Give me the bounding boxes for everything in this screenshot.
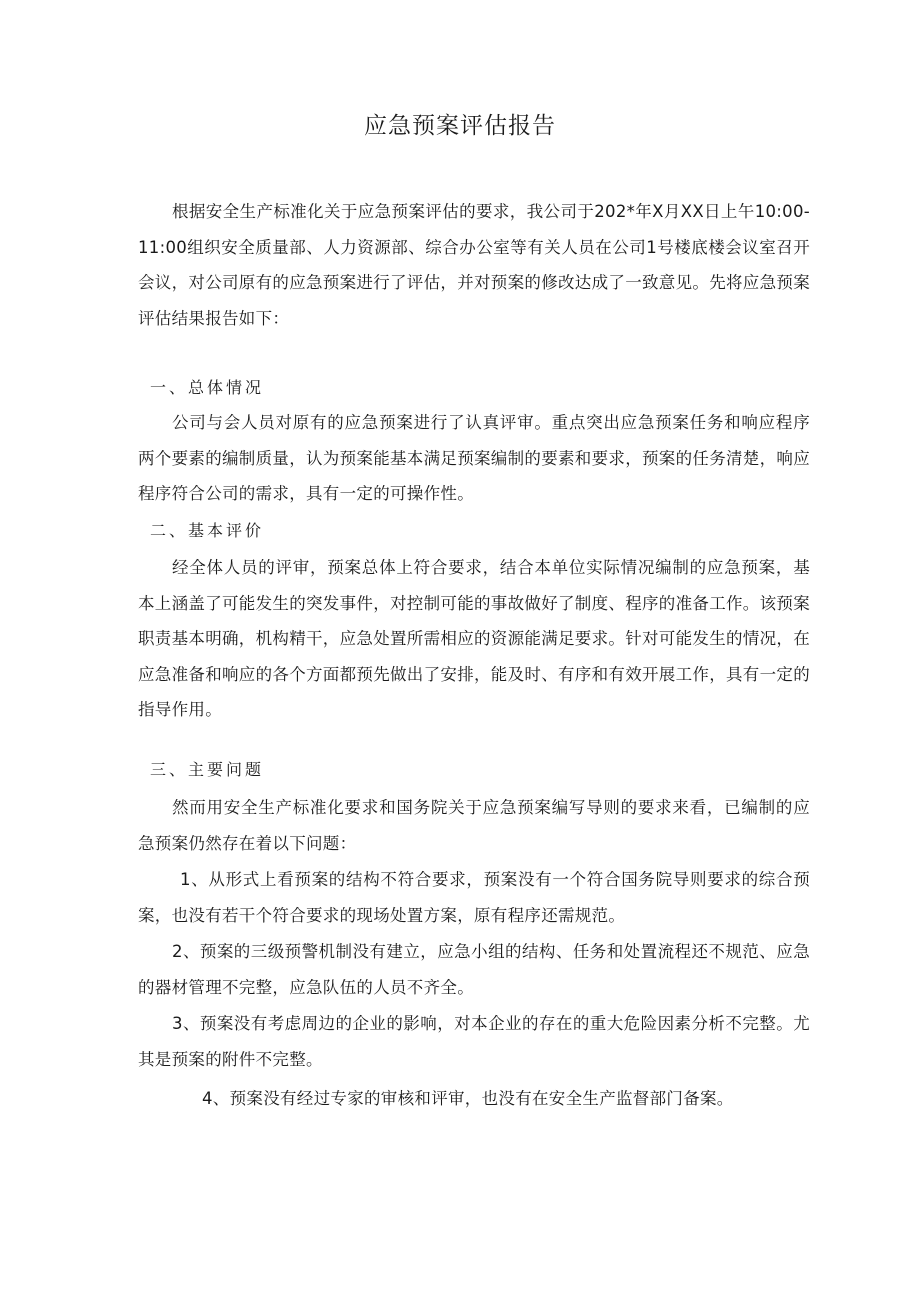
section-evaluation-paragraph: 经全体人员的评审，预案总体上符合要求，结合本单位实际情况编制的应急预案，基本上涵盖了可能发生的突发事件，对控制可能的事故做好了制度、程序的准备工作。该预案职责基本明确，机构精干，应急处置所需相应的资源能满足要求。针对可能发生的情况，在应急准备和响应的各个方面都预先做出了安排，能及时、有序和有效开展工作，具有一定的指导作用。 (138, 558, 810, 719)
problem-item-2: 2、预案的三级预警机制没有建立，应急小组的结构、任务和处置流程还不规范、应急的器材管理不完整，应急队伍的人员不齐全。 (138, 942, 810, 997)
document-title: 应急预案评估报告 (364, 113, 556, 139)
problem-item-3: 3、预案没有考虑周边的企业的影响，对本企业的存在的重大危险因素分析不完整。尤其是预案的附件不完整。 (138, 1014, 810, 1069)
section-heading-problems: 三、主要问题 (150, 760, 265, 779)
section-heading-evaluation: 二、基本评价 (150, 521, 265, 540)
problems-intro-paragraph: 然而用安全生产标准化要求和国务院关于应急预案编写导则的要求来看，已编制的应急预案仍然存在着以下问题： (138, 798, 810, 853)
section-heading-overview: 一、总体情况 (150, 378, 265, 397)
intro-paragraph: 根据安全生产标准化关于应急预案评估的要求，我公司于202*年X月XX日上午10:00-11:00组织安全质量部、人力资源部、综合办公室等有关人员在公司1号楼底楼会议室召开会议，对公司原有的应急预案进行了评估，并对预案的修改达成了一致意见。先将应急预案评估结果报告如下： (138, 202, 810, 328)
section-overview-paragraph: 公司与会人员对原有的应急预案进行了认真评审。重点突出应急预案任务和响应程序两个要素的编制质量，认为预案能基本满足预案编制的要素和要求，预案的任务清楚，响应程序符合公司的需求，具有一定的可操作性。 (138, 413, 810, 503)
problem-item-4: 4、预案没有经过专家的审核和评审，也没有在安全生产监督部门备案。 (202, 1089, 734, 1108)
problem-item-1: 1、从形式上看预案的结构不符合要求，预案没有一个符合国务院导则要求的综合预案，也没有若干个符合要求的现场处置方案，原有程序还需规范。 (138, 870, 810, 925)
